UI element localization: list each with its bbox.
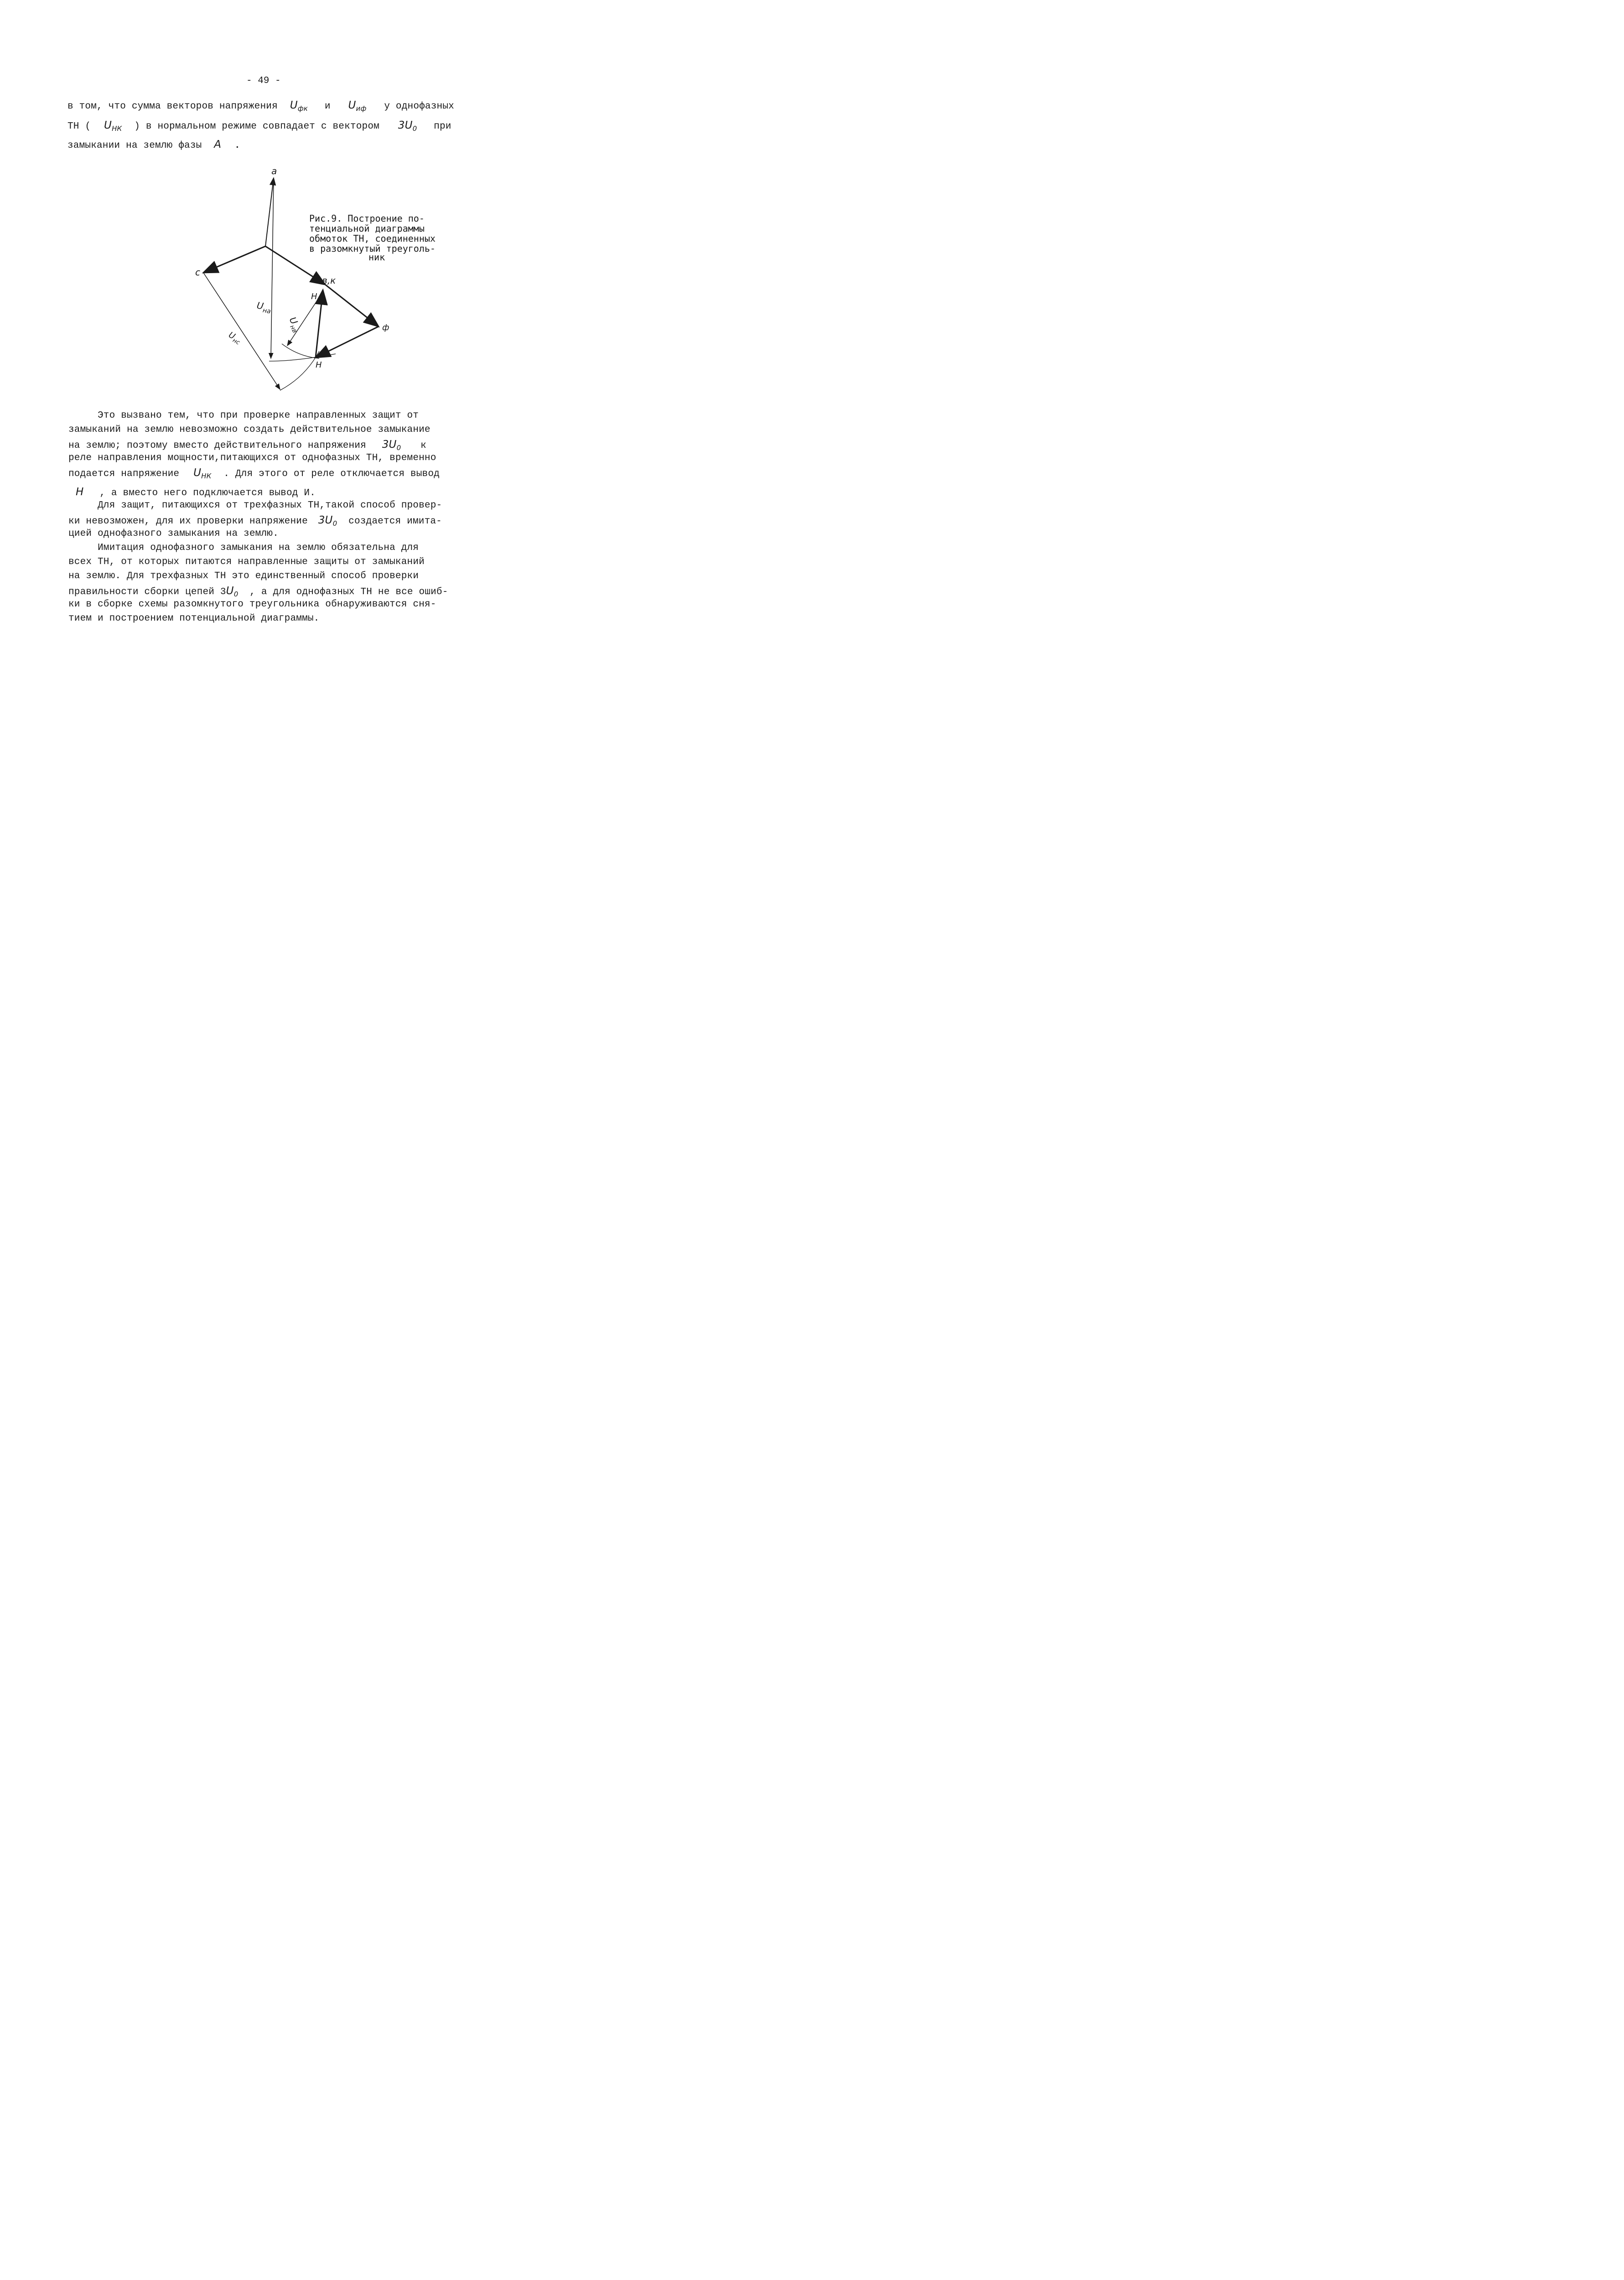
text: правильности сборки цепей 3 bbox=[68, 587, 226, 597]
text: ) в нормальном режиме совпадает с вектором bbox=[134, 121, 379, 132]
arc-b bbox=[282, 344, 319, 358]
figure-caption-line: тенциальной диаграммы bbox=[309, 223, 425, 234]
vector-f bbox=[325, 285, 379, 326]
para1-line-5 bbox=[68, 467, 440, 480]
var-u-nk: $U_{НК}$ bbox=[104, 119, 122, 133]
label-u-nc: $U_{нс}$ bbox=[227, 330, 241, 347]
text: и bbox=[324, 101, 331, 112]
para3-line-3: на землю. Для трехфазных ТН это единственный способ проверки bbox=[68, 571, 419, 581]
figure-caption-line: в разомкнутый треуголь- bbox=[309, 243, 436, 254]
figure-caption-line: обмоток ТН, соединенных bbox=[309, 233, 436, 244]
text: подается напряжение bbox=[68, 469, 180, 479]
para1-line-1: Это вызвано тем, что при проверке направленных защит от bbox=[98, 410, 419, 421]
var-u-if: $U_{иф}$ bbox=[348, 99, 367, 113]
para1-line-4: реле направления мощности,питающихся от однофазных ТН, временно bbox=[68, 453, 436, 463]
text: замыкании на землю фазы bbox=[67, 140, 202, 151]
text: ТН ( bbox=[67, 121, 91, 132]
var-3u0: $3U_0$ bbox=[382, 439, 401, 452]
vector-c bbox=[203, 246, 265, 273]
para3-line-6: тием и построением потенциальной диаграммы. bbox=[68, 613, 320, 624]
vector-u-na bbox=[271, 179, 274, 358]
label-c: c bbox=[195, 267, 200, 278]
text: при bbox=[434, 121, 451, 132]
label-f: ф bbox=[382, 323, 389, 332]
text: . Для этого от реле отключается вывод bbox=[223, 469, 440, 479]
label-h-upper: Н bbox=[311, 292, 317, 301]
text: у однофазных bbox=[384, 101, 454, 112]
label-h-lower: Н bbox=[316, 360, 322, 370]
var-u-nk: $U_{НК}$ bbox=[193, 467, 212, 480]
vector-fh bbox=[316, 326, 379, 358]
figure-caption-line: Рис.9. Построение по- bbox=[309, 213, 425, 224]
arc-c bbox=[280, 351, 319, 390]
label-bk: в,к bbox=[322, 275, 336, 286]
figure-caption-line: ник bbox=[368, 252, 385, 263]
text: в том, что сумма векторов напряжения bbox=[67, 101, 278, 112]
var-h: Н bbox=[76, 486, 84, 498]
label-u-na: $U_{на}$ bbox=[256, 300, 271, 316]
var-3u0: $3U_0$ bbox=[398, 119, 417, 133]
vector-a bbox=[265, 178, 274, 246]
text: , а для однофазных ТН не все ошиб- bbox=[249, 587, 448, 597]
para2-line-1: Для защит, питающихся от трехфазных ТН,такой способ провер- bbox=[98, 500, 442, 511]
para3-line-4 bbox=[68, 585, 448, 598]
para1-line-3 bbox=[68, 439, 426, 452]
var-u0: $U_0$ bbox=[226, 585, 239, 598]
var-a: A bbox=[214, 139, 222, 150]
text: к bbox=[420, 440, 426, 451]
text: . bbox=[234, 140, 240, 151]
text: создается имита- bbox=[348, 516, 442, 527]
para3-line-2: всех ТН, от которых питаются направленные защиты от замыканий bbox=[68, 557, 425, 567]
para1-line-2: замыканий на землю невозможно создать действительное замыкание bbox=[68, 425, 431, 435]
label-u-nv: $U_{нв}$ bbox=[287, 315, 300, 334]
var-u-fk: $U_{фк}$ bbox=[290, 99, 308, 113]
page-number: - 49 - bbox=[246, 76, 281, 86]
para3-line-5: ки в сборке схемы разомкнутого треугольника обнаруживаются сня- bbox=[68, 599, 436, 610]
text: ки невозможен, для их проверки напряжение bbox=[68, 516, 308, 527]
para2-line-3: цией однофазного замыкания на землю. bbox=[68, 529, 279, 539]
para2-line-2 bbox=[68, 514, 442, 528]
var-3u0: $3U_0$ bbox=[318, 514, 337, 528]
para3-line-1: Имитация однофазного замыкания на землю обязательна для bbox=[98, 543, 419, 553]
vector-u-nc bbox=[203, 273, 280, 389]
text: , а вместо него подключается вывод И. bbox=[99, 488, 316, 498]
label-a: a bbox=[271, 166, 277, 176]
para1-line-6 bbox=[76, 486, 316, 498]
text: на землю; поэтому вместо действительного напряжения bbox=[68, 440, 366, 451]
